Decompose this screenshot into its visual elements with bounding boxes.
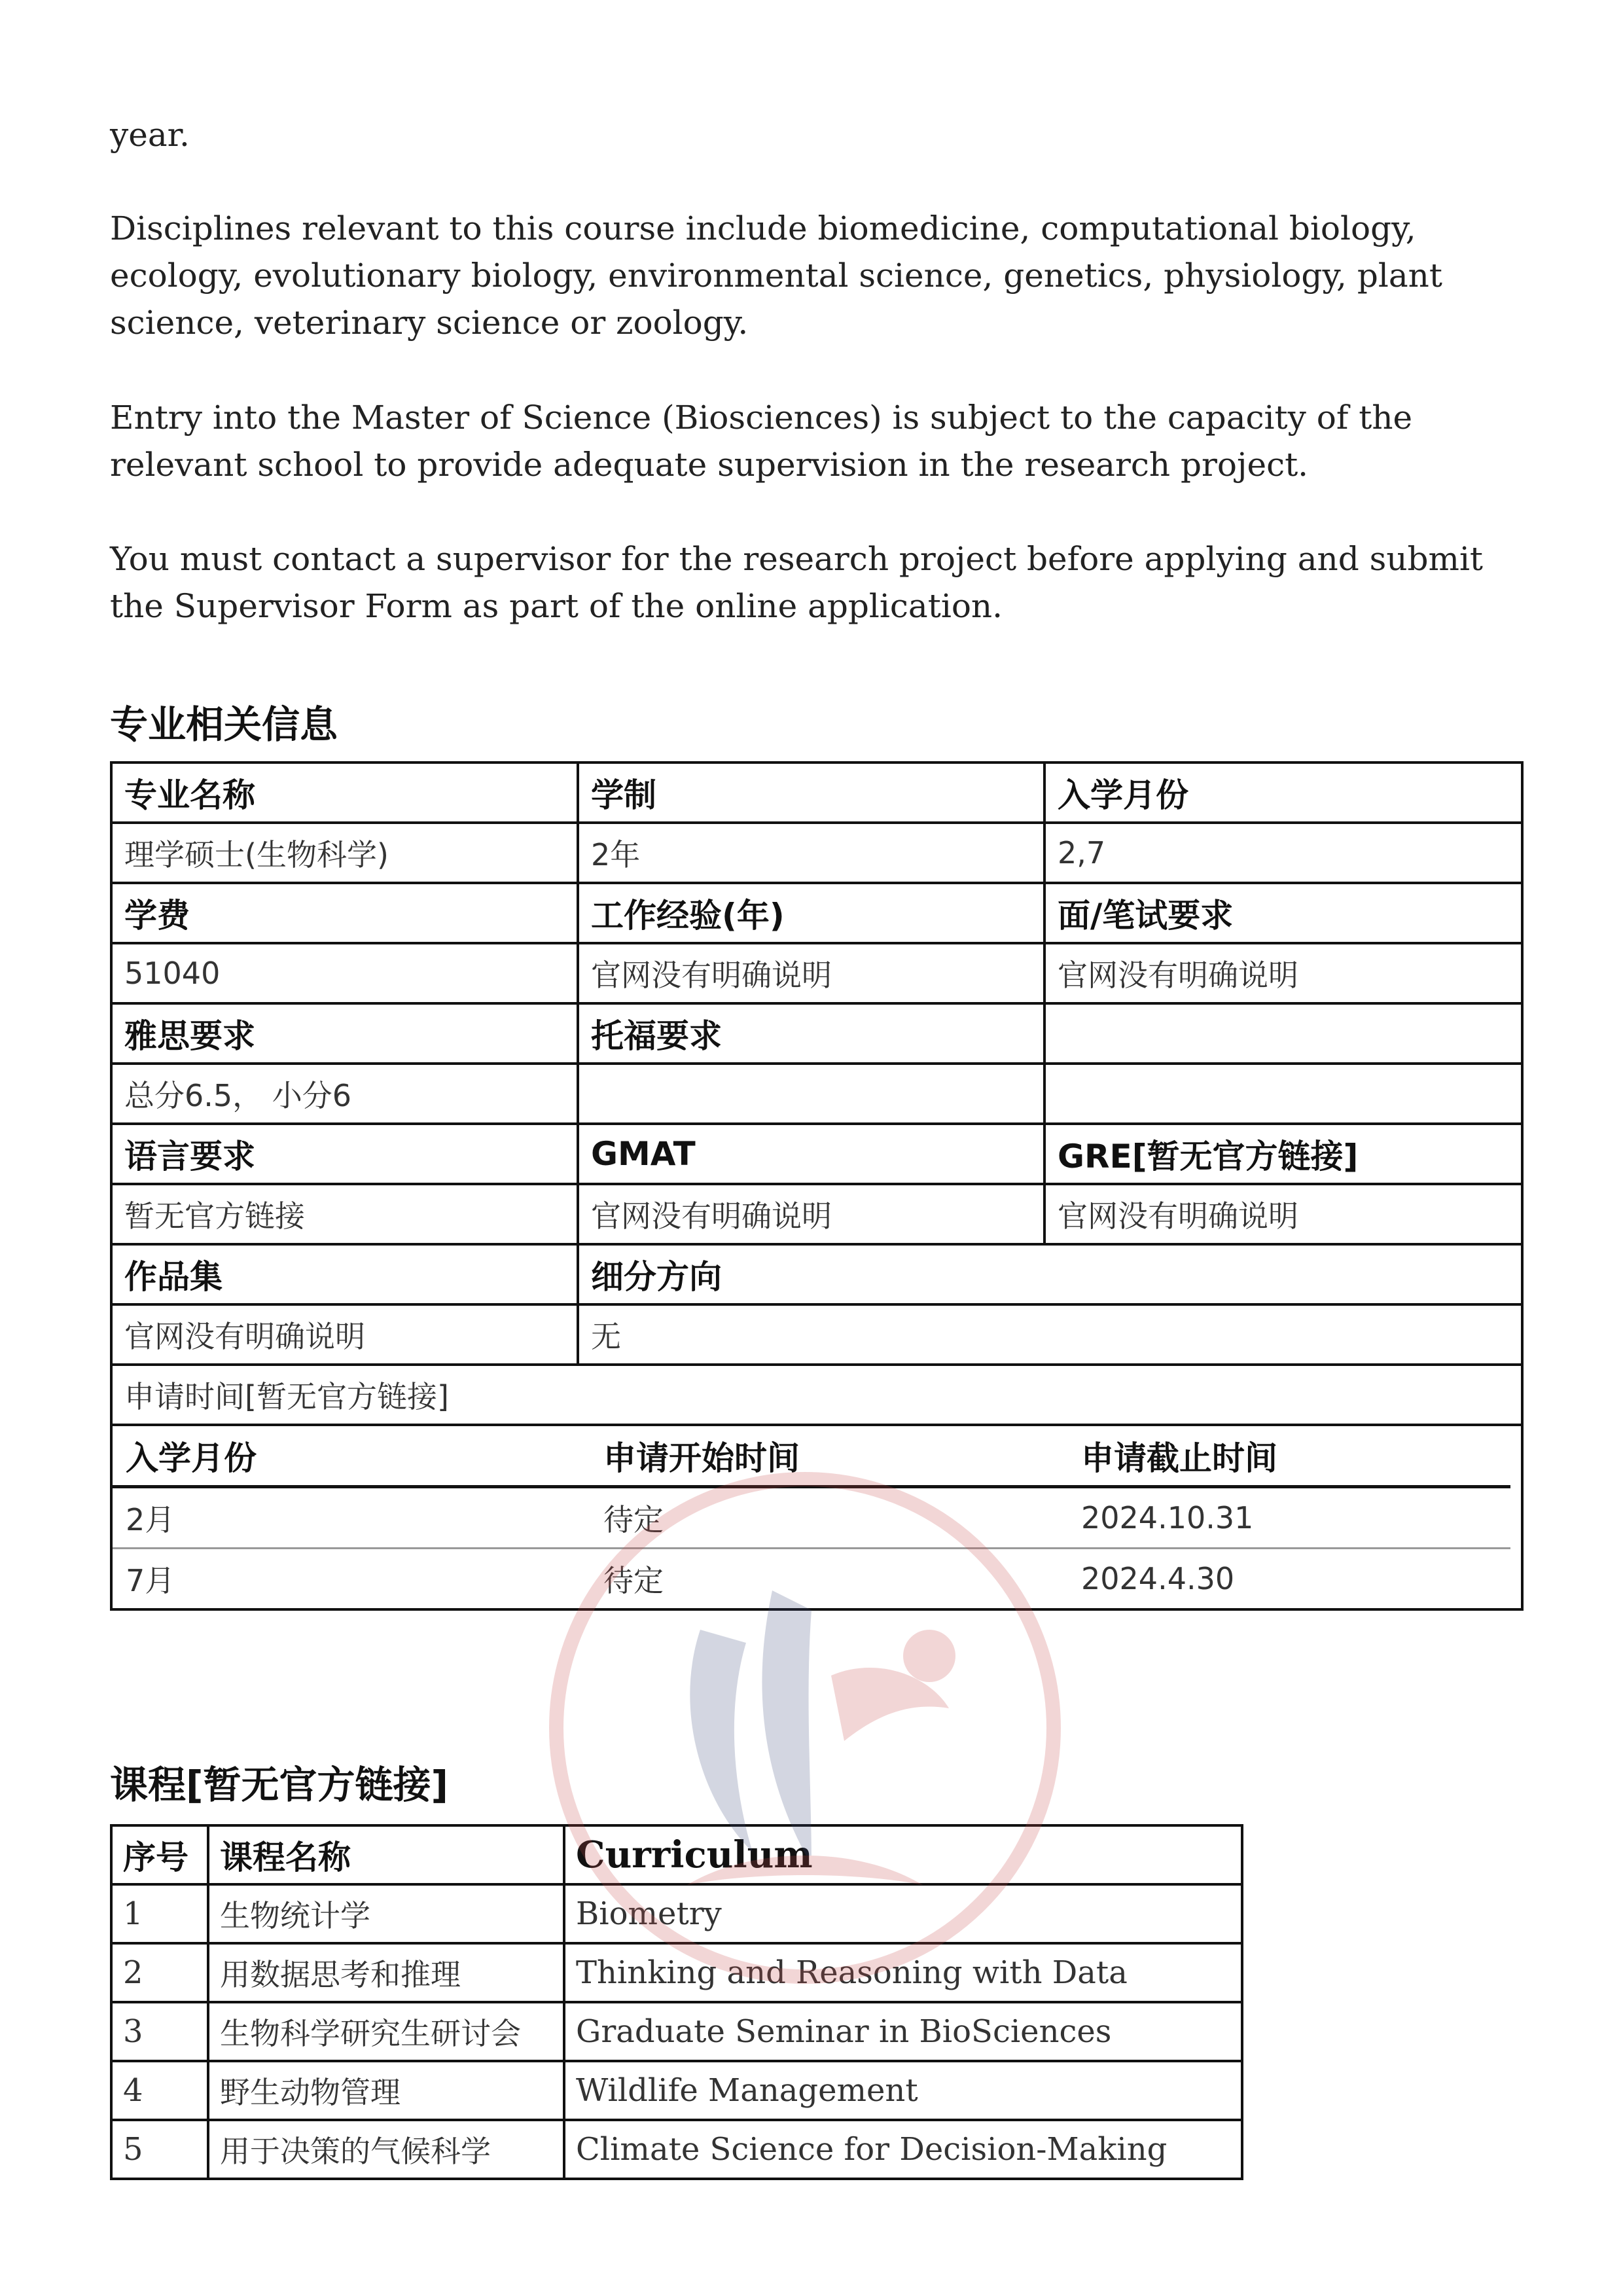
table-cell: 官网没有明确说明 [1044,1184,1522,1244]
table-row [111,2120,1242,2179]
table-cell: 用数据思考和推理 [208,1943,564,2002]
table-cell: 待定 [603,1563,664,1598]
table-header-cell: GRE[暂无官方链接] [1044,1124,1522,1184]
table-cell: 2 [111,1943,208,2002]
specialization-value: 无 [578,1304,1522,1365]
table-cell: 2,7 [1044,823,1522,883]
table-header-cell: 语言要求 [111,1124,578,1184]
table-row [111,1365,1522,1425]
table-row [111,762,1522,823]
table-cell: 总分6.5， 小分6 [111,1064,578,1124]
table-cell [578,1064,1044,1124]
table-cell: 2024.4.30 [1081,1561,1235,1596]
table-header-cell: 学费 [111,883,578,943]
table-row [111,823,1522,883]
table-row [111,1304,1522,1365]
table-row [111,1184,1522,1244]
table-cell: 生物科学研究生研讨会 [208,2002,564,2061]
table-header-cell: 学制 [578,762,1044,823]
table-cell: 野生动物管理 [208,2061,564,2120]
table-row [111,2002,1242,2061]
specialization-label: 细分方向 [578,1244,1522,1304]
portfolio-value: 官网没有明确说明 [111,1304,578,1365]
table-row [111,1124,1522,1184]
table-cell: 4 [111,2061,208,2120]
paragraph-4: You must contact a supervisor for the research project before applying and submit the Supervisor Form as part of the online application. [110,540,1484,625]
table-cell: 待定 [590,1487,1068,1549]
table-row [111,883,1522,943]
paragraph-3: Entry into the Master of Science (Biosciences) is subject to the capacity of the relevant school to provide adequate supervision in the research project. [110,399,1413,484]
table-row [111,943,1522,1003]
table-header-cell: GMAT [578,1124,1044,1184]
table-cell: 7月 [126,1563,175,1598]
table-row [111,1064,1522,1124]
course-section-title: 课程[暂无官方链接] [110,1763,449,1807]
table-row [111,2061,1242,2120]
table-cell: 2月 [113,1487,590,1549]
table-cell: Graduate Seminar in BioSciences [564,2002,1242,2061]
table-cell: Biometry [564,1884,1242,1943]
table-cell: Climate Science for Decision-Making [564,2120,1242,2179]
table-cell: 用于决策的气候科学 [208,2120,564,2179]
table-cell: 生物统计学 [208,1884,564,1943]
table-cell: 3 [111,2002,208,2061]
table-cell: 官网没有明确说明 [578,1184,1044,1244]
table-cell: 2年 [578,823,1044,883]
program-info-title: 专业相关信息 [110,702,338,747]
table-header-cell: 雅思要求 [111,1003,578,1064]
paragraph-2: Disciplines relevant to this course include biomedicine, computational biology, ecology, evolutionary biology, environmental science, genetics, physiology, plant science, veterinary science or zoology. [110,209,1442,342]
table-header-cell: 申请截止时间 [1068,1426,1510,1487]
table-header-cell: 申请开始时间 [590,1426,1068,1487]
table-header-cell: Curriculum [564,1825,1242,1884]
table-header-cell: 工作经验(年) [578,883,1044,943]
table-header-cell: 专业名称 [111,762,578,823]
table-cell [1044,1064,1522,1124]
table-cell: 51040 [111,943,578,1003]
table-header-cell: 入学月份 [113,1426,590,1487]
paragraph-1: year. [110,116,190,154]
table-header-cell: 入学月份 [1044,762,1522,823]
table-cell: 官网没有明确说明 [578,943,1044,1003]
table-cell: 2024.10.31 [1068,1487,1510,1549]
logo-watermark-icon [537,1460,1073,1996]
table-header-cell: 课程名称 [208,1825,564,1884]
table-header-cell [1044,1003,1522,1064]
table-header-cell: 序号 [111,1825,208,1884]
table-cell: 理学硕士(生物科学) [111,823,578,883]
table-cell: 暂无官方链接 [111,1184,578,1244]
table-header-cell: 面/笔试要求 [1044,883,1522,943]
table-row [111,1244,1522,1304]
table-cell: 5 [111,2120,208,2179]
table-row [111,1003,1522,1064]
table-cell: 1 [111,1884,208,1943]
application-time-label: 申请时间[暂无官方链接] [111,1365,1522,1425]
portfolio-label: 作品集 [111,1244,578,1304]
table-cell: Thinking and Reasoning with Data [564,1943,1242,2002]
table-cell: 官网没有明确说明 [1044,943,1522,1003]
table-cell: Wildlife Management [564,2061,1242,2120]
table-header-cell: 托福要求 [578,1003,1044,1064]
